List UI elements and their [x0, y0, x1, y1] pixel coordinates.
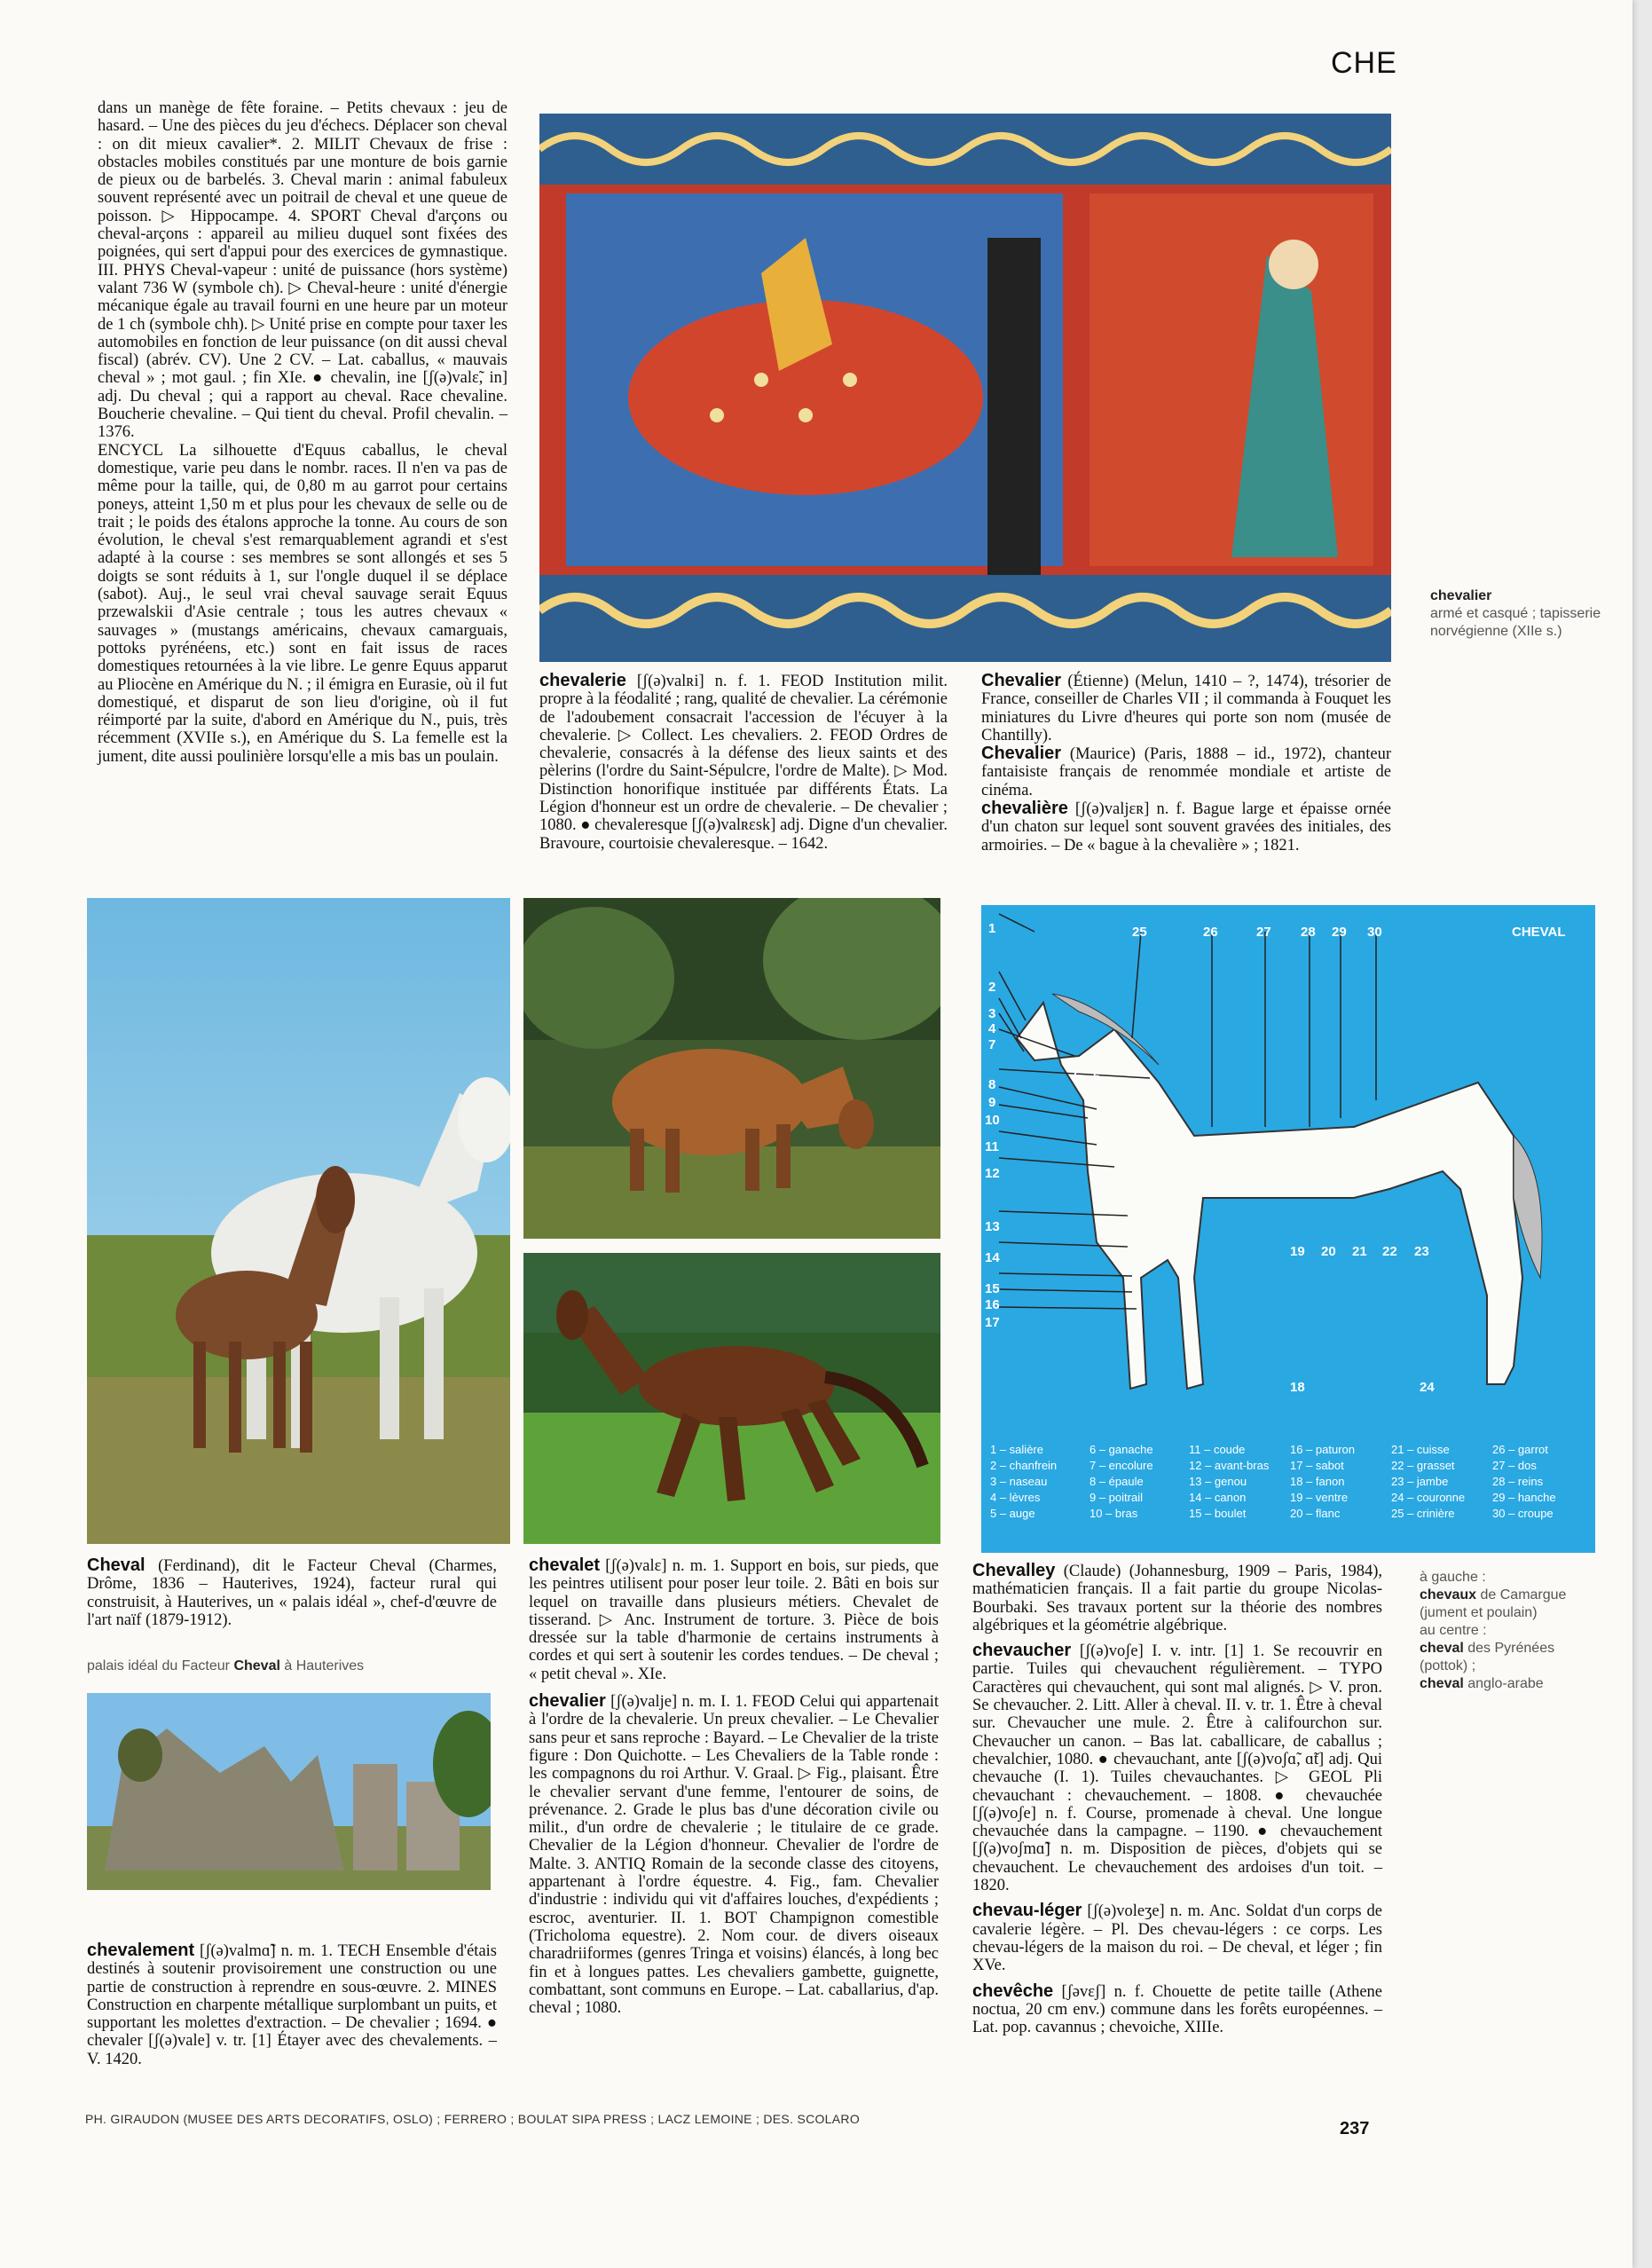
caption-line: (jument et poulain): [1420, 1605, 1538, 1620]
legend-item: 9 – poitrail: [1090, 1491, 1143, 1504]
diagram-number: 19: [1290, 1244, 1305, 1259]
legend-item: 20 – flanc: [1290, 1507, 1341, 1520]
chevau-leger-text: [ʃ(ə)voleʒe] n. m. Anc. Soldat d'un corps de cavalerie légère. – Pl. Des chevau-légers : ce corps. Les chevau-légers de la maison du roi. – De cheval, et léger ; fin XVe.: [972, 1902, 1383, 1975]
chevaucher-text: [ʃ(ə)voʃe] I. v. intr. [1] 1. Se recouvrir en partie. Tuiles qui chevauchent régulièrement. – TYPO Caractères qui chevauchent, qui sont mal alignés. ▷ V. pron. Se chevaucher. 2. Litt. Aller à cheval. II. v. tr. 1. Être à cheval sur. Chevaucher une mule. 2. Être à califourchon sur. Chevaucher un canon. – Bas lat. caballicare, de caballus ; chevalchier, 1080. ● chevauchant, ante [ʃ(ə)voʃɑ̃, ɑ̃t] adj. Qui chevauche (I. 1). Tuiles chevauchantes. ▷ GEOL Pli chevauchant : chevauchement. – 1808. ● chevauchée [ʃ(ə)voʃe] n. f. Course, promenade à cheval. Une longue chevauchée dans la campagne. – 1190. ● chevauchement [ʃ(ə)voʃmɑ̃] n. m. Disposition de pièces, d'objets qui se chevauchent. Le chevauchement des ardoises d'un toit. – 1820.: [972, 1642, 1383, 1895]
chevalerie-definition: [ʃ(ə)valʀi] n. f. 1. FEOD Institution milit. propre à la féodalité ; rang, qualité de chevalier. La cérémonie de l'adoubement consacrait l'accession de l'écuyer à la chevalerie. ▷ Collect. Les chevaliers. 2. FEOD Ordres de chevalerie, consacrés à la défense des lieux saints et des pèlerins (l'ordre du Saint-Sépulcre, l'ordre de Malte). ▷ Mod. Distinction honorifique instituée par différents États. La Légion d'honneur est un ordre de chevalerie. – De chevalier ; 1080. ● chevaleresque [ʃ(ə)valʀɛsk] adj. Digne d'un chevalier. Bravoure, courtoisie chevaleresque. – 1642.: [539, 673, 948, 853]
legend-item: 15 – boulet: [1189, 1507, 1247, 1520]
diagram-number: 6: [1093, 1069, 1101, 1084]
horse-anatomy-diagram: [981, 905, 1595, 1553]
diagram-legend-col2: [1090, 1442, 1187, 1522]
chevaliere-text: [ʃ(ə)valjɛʀ] n. f. Bague large et épaisse ornée d'un chaton sur lequel sont souvent gravées des initiales, des armoiries. – De « bague à la chevalière » ; 1821.: [981, 800, 1392, 854]
diagram-number: 14: [985, 1250, 1000, 1265]
diagram-number: 17: [985, 1315, 1000, 1330]
legend-item: 3 – naseau: [990, 1475, 1048, 1488]
headword-chevalley: Chevalley: [972, 1561, 1056, 1580]
entry-cheval-ferdinand: [87, 1556, 497, 1629]
caption-line: des Pyrénées: [1463, 1641, 1555, 1656]
chevalement-text: [ʃ(ə)valmɑ̃] n. m. 1. TECH Ensemble d'étais destinés à soutenir provisoirement une construction ou une partie de construction à reprendre en sous-œuvre. 2. MINES Construction en charpente métallique surplombant un puits, et supportant les molettes d'extraction. – De chevalier ; 1694. ● chevaler [ʃ(ə)vale] v. tr. [1] Étayer avec des chevalements. – V. 1420.: [87, 1942, 497, 2068]
diagram-legend-col5: [1391, 1442, 1491, 1522]
column-chevalley-cheveche: [972, 1562, 1382, 2036]
horse-silhouette: [981, 905, 1595, 1437]
diagram-number: 30: [1367, 925, 1382, 940]
page-number: 237: [1340, 2119, 1370, 2138]
column-chevalet-chevalier: [529, 1556, 939, 2017]
photo-captions-right: [1420, 1569, 1615, 1693]
diagram-title: CHEVAL: [1512, 925, 1566, 940]
entry-chevau-leger: [972, 1902, 1382, 1974]
caption-line: à gauche :: [1420, 1570, 1486, 1585]
legend-item: 19 – ventre: [1290, 1491, 1349, 1504]
legend-item: 17 – sabot: [1290, 1459, 1344, 1472]
legend-item: 11 – coude: [1189, 1443, 1246, 1456]
diagram-number: 10: [985, 1113, 1000, 1128]
diagram-number: 23: [1414, 1244, 1429, 1259]
diagram-number: 29: [1332, 925, 1347, 940]
legend-item: 1 – salière: [990, 1443, 1043, 1456]
cheval-encyclopedic-note: ENCYCL La silhouette d'Equus caballus, le cheval domestique, varie peu dans le nombr. races. Il n'en va pas de même pour la taille, qui, de 0,80 m au garrot pour certains poneys, atteint 1,50 m et plus pour les chevaux de selle ou de trait ; le poids des étalons approche la tonne. Au cours de son évolution, le cheval s'est remarquablement agrandi et s'est adapté à la course : ses membres se sont allongés et ses 5 doigts se sont réduits à 1, sur l'ongle duquel il se déplace (sabot). Auj., le seul vrai cheval sauvage serait Equus przewalskii d'Asie centrale ; tous les autres chevaux « sauvages » (mustangs américains, chevaux camarguais, pottoks pyrénéens, etc.) sont en fait issus de races domestiques retournées à la vie libre. Le genre Equus apparut au Pliocène en Amérique du N. ; il émigra en Eurasie, où il fut domestiqué, et disparut de son lieu d'origine, où il fut réimporté par la suite, d'abord en Amérique du N., puis, très récemment (XVIIe s.), en Amérique du S. La femelle est la jument, dite aussi poulinière lorsqu'elle a mis bas un poulain.: [98, 441, 507, 766]
legend-item: 21 – cuisse: [1391, 1443, 1450, 1456]
entry-chevaliere: [981, 799, 1391, 854]
diagram-number: 15: [985, 1281, 1000, 1296]
cheveche-text: [ʃəvɛʃ] n. f. Chouette de petite taille (Athene noctua, 20 cm env.) commune dans les forêts européennes. – Lat. pop. cavannus ; chevoiche, XIIIe.: [972, 1982, 1382, 2037]
headword-chevau-leger: chevau-léger: [972, 1901, 1082, 1921]
page-header-word: CHE: [1331, 46, 1397, 80]
legend-item: 23 – jambe: [1391, 1475, 1449, 1488]
palais-caption: [87, 1658, 504, 1675]
diagram-number: 4: [988, 1021, 996, 1036]
diagram-number: 20: [1321, 1244, 1336, 1259]
legend-item: 24 – couronne: [1391, 1491, 1466, 1504]
cheval-ferdinand-text: (Ferdinand), dit le Facteur Cheval (Charmes, Drôme, 1836 – Hauterives, 1924), facteur rural qui construisit, à Hauterives, un « palais idéal », chef-d'œuvre de l'art naïf (1879-1912).: [87, 1557, 498, 1629]
column-chevalier-names: [981, 672, 1391, 854]
diagram-number: 9: [988, 1095, 996, 1110]
diagram-number: 26: [1203, 925, 1218, 940]
tapestry-caption-text: armé et casqué ; tapisserie norvégienne (XIIe s.): [1430, 606, 1601, 639]
headword-chevalier: chevalier: [529, 1691, 606, 1712]
entry-chevalier: [529, 1692, 939, 2017]
chevalet-text: [ʃ(ə)valɛ] n. m. 1. Support en bois, sur pieds, que les peintres utilisent pour poser leur toile. 2. Bâti en bois sur lequel on travaille dans plusieurs métiers. Chevalet de tisserand. ▷ Anc. Instrument de torture. 3. Pièce de bois dressée sur la table d'harmonie de certains instruments à cordes et qui sert à soutenir les cordes tendues. – De cheval ; « petit cheval ». XIe.: [529, 1557, 940, 1683]
entry-cheveche: [972, 1982, 1382, 2037]
diagram-legend-col4: [1290, 1442, 1389, 1522]
legend-item: 30 – croupe: [1492, 1507, 1554, 1520]
photo-credits: PH. GIRAUDON (MUSEE DES ARTS DECORATIFS, OSLO) ; FERRERO ; BOULAT SIPA PRESS ; LACZ LEMOINE ; DES. SCOLARO: [85, 2112, 861, 2126]
headword-chevaucher: chevaucher: [972, 1641, 1072, 1661]
caption-line: au centre :: [1420, 1623, 1487, 1638]
headword-chevalier-maurice: Chevalier: [981, 744, 1062, 764]
diagram-legend-col3: [1189, 1442, 1288, 1522]
diagram-number: 2: [988, 980, 996, 995]
headword-chevalet: chevalet: [529, 1555, 601, 1575]
photo-anglo-arab: [523, 1253, 940, 1544]
diagram-number: 24: [1420, 1380, 1435, 1395]
legend-item: 25 – crinière: [1391, 1507, 1455, 1520]
chevalier-maurice-text: (Maurice) (Paris, 1888 – id., 1972), chanteur fantaisiste français de renommée mondiale et artiste de cinéma.: [981, 745, 1392, 799]
legend-item: 12 – avant-bras: [1189, 1459, 1270, 1472]
palais-caption-name: Cheval: [233, 1658, 280, 1673]
headword-chevalement: chevalement: [87, 1941, 195, 1960]
column-cheval-text: [98, 99, 507, 766]
entry-chevalerie: [539, 672, 948, 853]
diagram-number: 3: [988, 1006, 996, 1021]
chevalier-etienne-text: (Étienne) (Melun, 1410 – ?, 1474), trésorier de France, conseiller de Charles VII ; il commanda à Fouquet les miniatures du Livre d'heures qui porte son nom (musée de Chantilly).: [981, 673, 1391, 744]
legend-item: 8 – épaule: [1090, 1475, 1144, 1488]
caption-line: (pottok) ;: [1420, 1658, 1476, 1673]
cheval-entry-continued: dans un manège de fête foraine. – Petits chevaux : jeu de hasard. – Une des pièces du jeu d'échecs. Déplacer son cheval : on dit mieux cavalier*. 2. MILIT Chevaux de frise : obstacles mobiles constitués par une monture de bois garnie de pieux ou de barbelés. 3. Cheval marin : animal fabuleux souvent représenté avec un poitrail de cheval et une queue de poisson. ▷ Hippocampe. 4. SPORT Cheval d'arçons ou cheval-arçons : appareil au milieu duquel sont fixées des poignées, qui sert d'appui pour des exercices de gymnastique. III. PHYS Cheval-vapeur : unité de puissance (hors système) valant 736 W (symbole ch). ▷ Cheval-heure : unité d'énergie mécanique égale au travail fourni en une heure par un moteur de 1 ch (symbole chh). ▷ Unité prise en compte pour taxer les automobiles en fonction de leur puissance (on dit aussi cheval fiscal) (abrév. CV). Une 2 CV. – Lat. caballus, « mauvais cheval » ; mot gaul. ; fin XIe. ● chevalin, ine [ʃ(ə)valɛ̃, in] adj. Du cheval ; qui a rapport au cheval. Race chevaline. Boucherie chevaline. – Qui tient du cheval. Profil chevalin. – 1376.: [98, 99, 507, 442]
legend-item: 4 – lèvres: [990, 1491, 1041, 1504]
headword-cheval-ferdinand: Cheval: [87, 1555, 146, 1575]
legend-item: 10 – bras: [1090, 1507, 1138, 1520]
diagram-number: 7: [988, 1037, 996, 1052]
diagram-number: 8: [988, 1077, 996, 1092]
diagram-number: 27: [1256, 925, 1271, 940]
legend-item: 18 – fanon: [1290, 1475, 1345, 1488]
entry-chevalement: [87, 1941, 497, 2068]
caption-line: anglo-arabe: [1463, 1676, 1544, 1691]
diagram-number: 12: [985, 1166, 1000, 1181]
photo-palais-ideal: [87, 1693, 491, 1890]
caption-line: de Camargue: [1476, 1587, 1567, 1603]
legend-item: 26 – garrot: [1492, 1443, 1548, 1456]
diagram-number: 21: [1352, 1244, 1367, 1259]
legend-item: 16 – paturon: [1290, 1443, 1356, 1456]
tapestry-caption: [1430, 587, 1617, 641]
headword-chevaliere: chevalière: [981, 799, 1068, 819]
diagram-number: 18: [1290, 1380, 1305, 1395]
diagram-number: 22: [1382, 1244, 1397, 1259]
legend-item: 14 – canon: [1189, 1491, 1247, 1504]
headword-chevalerie: chevalerie: [539, 671, 626, 690]
legend-item: 13 – genou: [1189, 1475, 1247, 1488]
headword-cheveche: chevêche: [972, 1981, 1054, 2001]
legend-item: 2 – chanfrein: [990, 1459, 1058, 1472]
palais-caption-place: à Hauterives: [279, 1658, 365, 1673]
entry-chevalet: [529, 1556, 939, 1683]
tapestry-caption-title: chevalier: [1430, 588, 1492, 603]
diagram-number: 25: [1132, 925, 1147, 940]
diagram-number: 11: [985, 1139, 999, 1154]
diagram-legend-col1: [990, 1442, 1088, 1522]
caption-line-bold: cheval: [1420, 1676, 1464, 1691]
photo-camargue-horses: [87, 898, 510, 1544]
entry-chevaucher: [972, 1642, 1382, 1894]
chevalier-text: [ʃ(ə)valje] n. m. I. 1. FEOD Celui qui appartenait à l'ordre de la chevalerie. Un preux chevalier. – Le Chevalier sans peur et sans reproche : Bayard. – Le Chevalier de la triste figure : Don Quichotte. – Les Chevaliers de la Table ronde : les compagnons du roi Arthur. V. Graal. ▷ Fig., plaisant. Être le chevalier servant d'une femme, l'entourer de soins, de prévenance. 2. Grade le plus bas d'une décoration civile ou milit., d'un ordre de chevalerie ; le titulaire de ce grade. Chevalier de la Légion d'honneur. Chevalier de l'ordre de Malte. 3. ANTIQ Romain de la seconde classe des citoyens, appartenant à l'ordre équestre. 4. Fig., fam. Chevalier d'industrie : individu qui vit d'affaires louches, d'expédients ; escroc, aventurier. II. 1. BOT Champignon comestible (Tricholoma equestre). 2. Nom cour. de divers oiseaux charadriiformes (genres Tringa et voisins) élancés, à long bec fin et à longues pattes. Les chevaliers gambette, guignette, combattant, sont communs en Europe. – Lat. caballarius, d'ap. cheval ; 1080.: [529, 1693, 940, 2018]
entry-chevalier-maurice: [981, 744, 1391, 799]
diagram-legend-col6: [1492, 1442, 1592, 1522]
diagram-number: 13: [985, 1219, 1000, 1234]
diagram-number: 28: [1301, 925, 1316, 940]
chevalley-text: (Claude) (Johannesburg, 1909 – Paris, 1984), mathématicien français. Il a fait partie du groupe Nicolas-Bourbaki. Ses travaux portent sur la théorie des nombres algébriques et la géométrie algébrique.: [972, 1563, 1382, 1634]
legend-item: 7 – encolure: [1090, 1459, 1153, 1472]
legend-item: 6 – ganache: [1090, 1443, 1153, 1456]
legend-item: 5 – auge: [990, 1507, 1035, 1520]
entry-chevalier-etienne: [981, 672, 1391, 744]
diagram-number: 16: [985, 1297, 1000, 1312]
headword-chevalier-etienne: Chevalier: [981, 671, 1062, 690]
palais-caption-text: palais idéal du Facteur: [87, 1658, 234, 1673]
caption-line-bold: chevaux: [1420, 1587, 1477, 1603]
legend-item: 27 – dos: [1492, 1459, 1537, 1472]
caption-line-bold: cheval: [1420, 1641, 1464, 1656]
entry-chevalley: [972, 1562, 1382, 1634]
photo-pottok: [523, 898, 940, 1239]
tapestry-image: [539, 114, 1391, 662]
diagram-number: 5: [1074, 1069, 1082, 1084]
legend-item: 29 – hanche: [1492, 1491, 1556, 1504]
legend-item: 22 – grasset: [1391, 1459, 1455, 1472]
legend-item: 28 – reins: [1492, 1475, 1544, 1488]
diagram-number: 1: [988, 921, 996, 936]
